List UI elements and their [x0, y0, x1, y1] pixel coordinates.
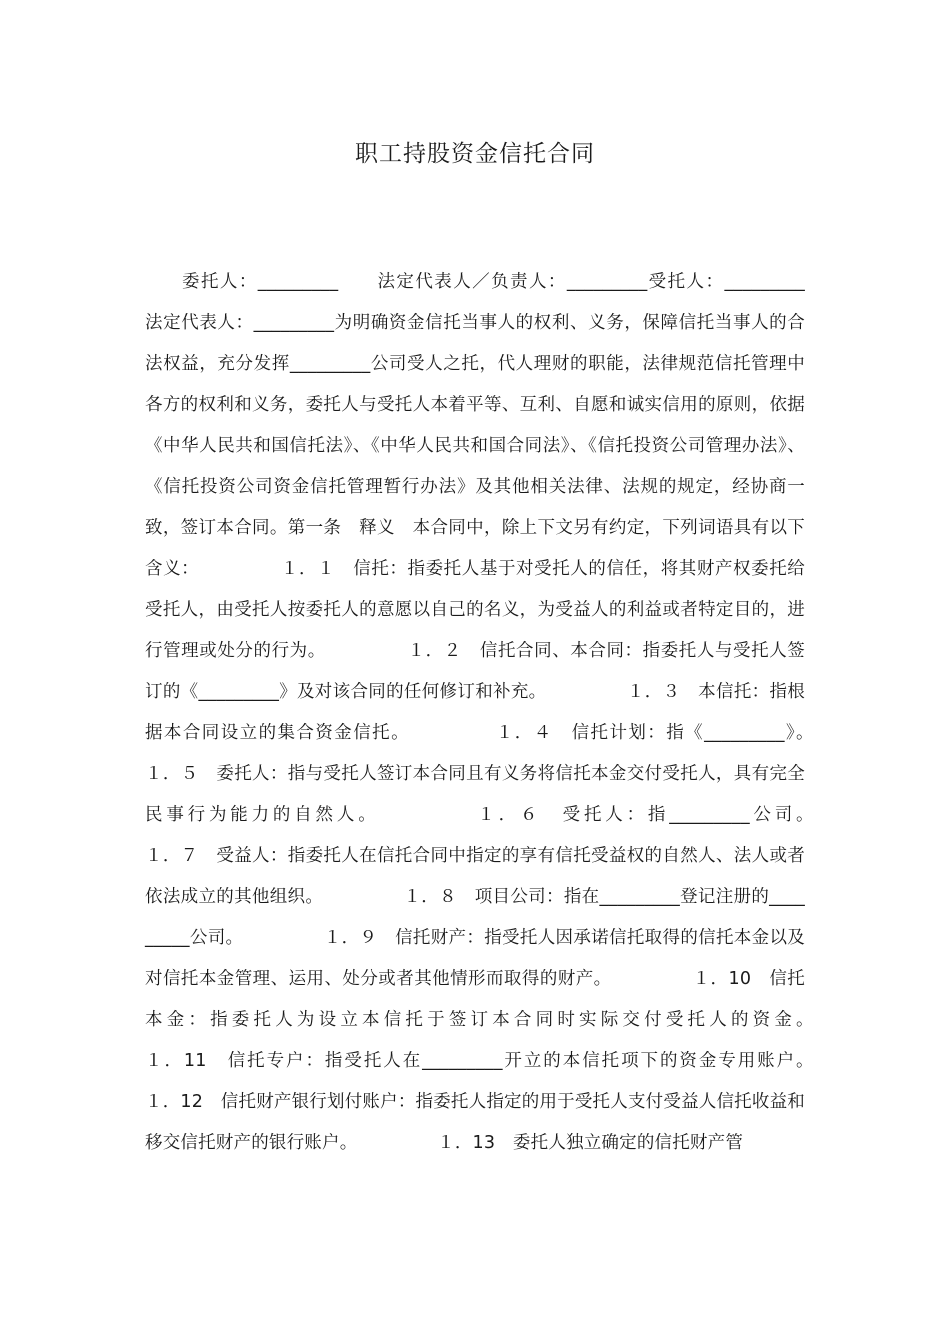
document-title: 职工持股资金信托合同 — [355, 141, 595, 167]
contract-body-text: 委托人：_________ 法定代表人／负责人：_________受托人：_________ 法定代表人：_________为明确资金信托当事人的权利、义务，保障信托当事人的合法权益，充分发挥_________公司受人之托，代人理财的职能，法律规范信托管理中各方的权利和义务，委托人与受托人本着平等、互利、自愿和诚实信用的原则，依据《中华人民共和国信托法》、《中华人民共和国合同法》、《信托投资公司管理办法》、《信托投资公司资金信托管理暂行办法》及其他相关法律、法规的规定，经协商一致，签订本合同。第一条 释义 本合同中，除上下文另有约定，下列词语具有以下含义： １．１ 信托：指委托人基于对受托人的信任，将其财产权委托给受托人，由受托人按委托人的意愿以自己的名义，为受益人的利益或者特定目的，进行管理或处分的行为。 １．２ 信托合同、本合同：指委托人与受托人签订的《_________》及对该合同的任何修订和补充。 １．３ 本信托：指根据本合同设立的集合资金信托。 １．４ 信托计划：指《_________》。 １．５ 委托人：指与受托人签订本合同且有义务将信托本金交付受托人，具有完全民事行为能力的自然人。 １．６ 受托人：指_________公司。 １．７ 受益人：指委托人在信托合同中指定的享有信托受益权的自然人、法人或者依法成立的其他组织。 １．８ 项目公司：指在_________登记注册的_________公司。 １．９ 信托财产：指受托人因承诺信托取得的信托本金以及对信托本金管理、运用、处分或者其他情形而取得的财产。 １．10 信托本金：指委托人为设立本信托于签订本合同时实际交付受托人的资金。 １．11 信托专户：指受托人在_________开立的本信托项下的资金专用账户。 １．12 信托财产银行划付账户：指委托人指定的用于受托人支付受益人信托收益和移交信托财产的银行账户。 １．13 委托人独立确定的信托财产管 — [145, 272, 894, 1153]
